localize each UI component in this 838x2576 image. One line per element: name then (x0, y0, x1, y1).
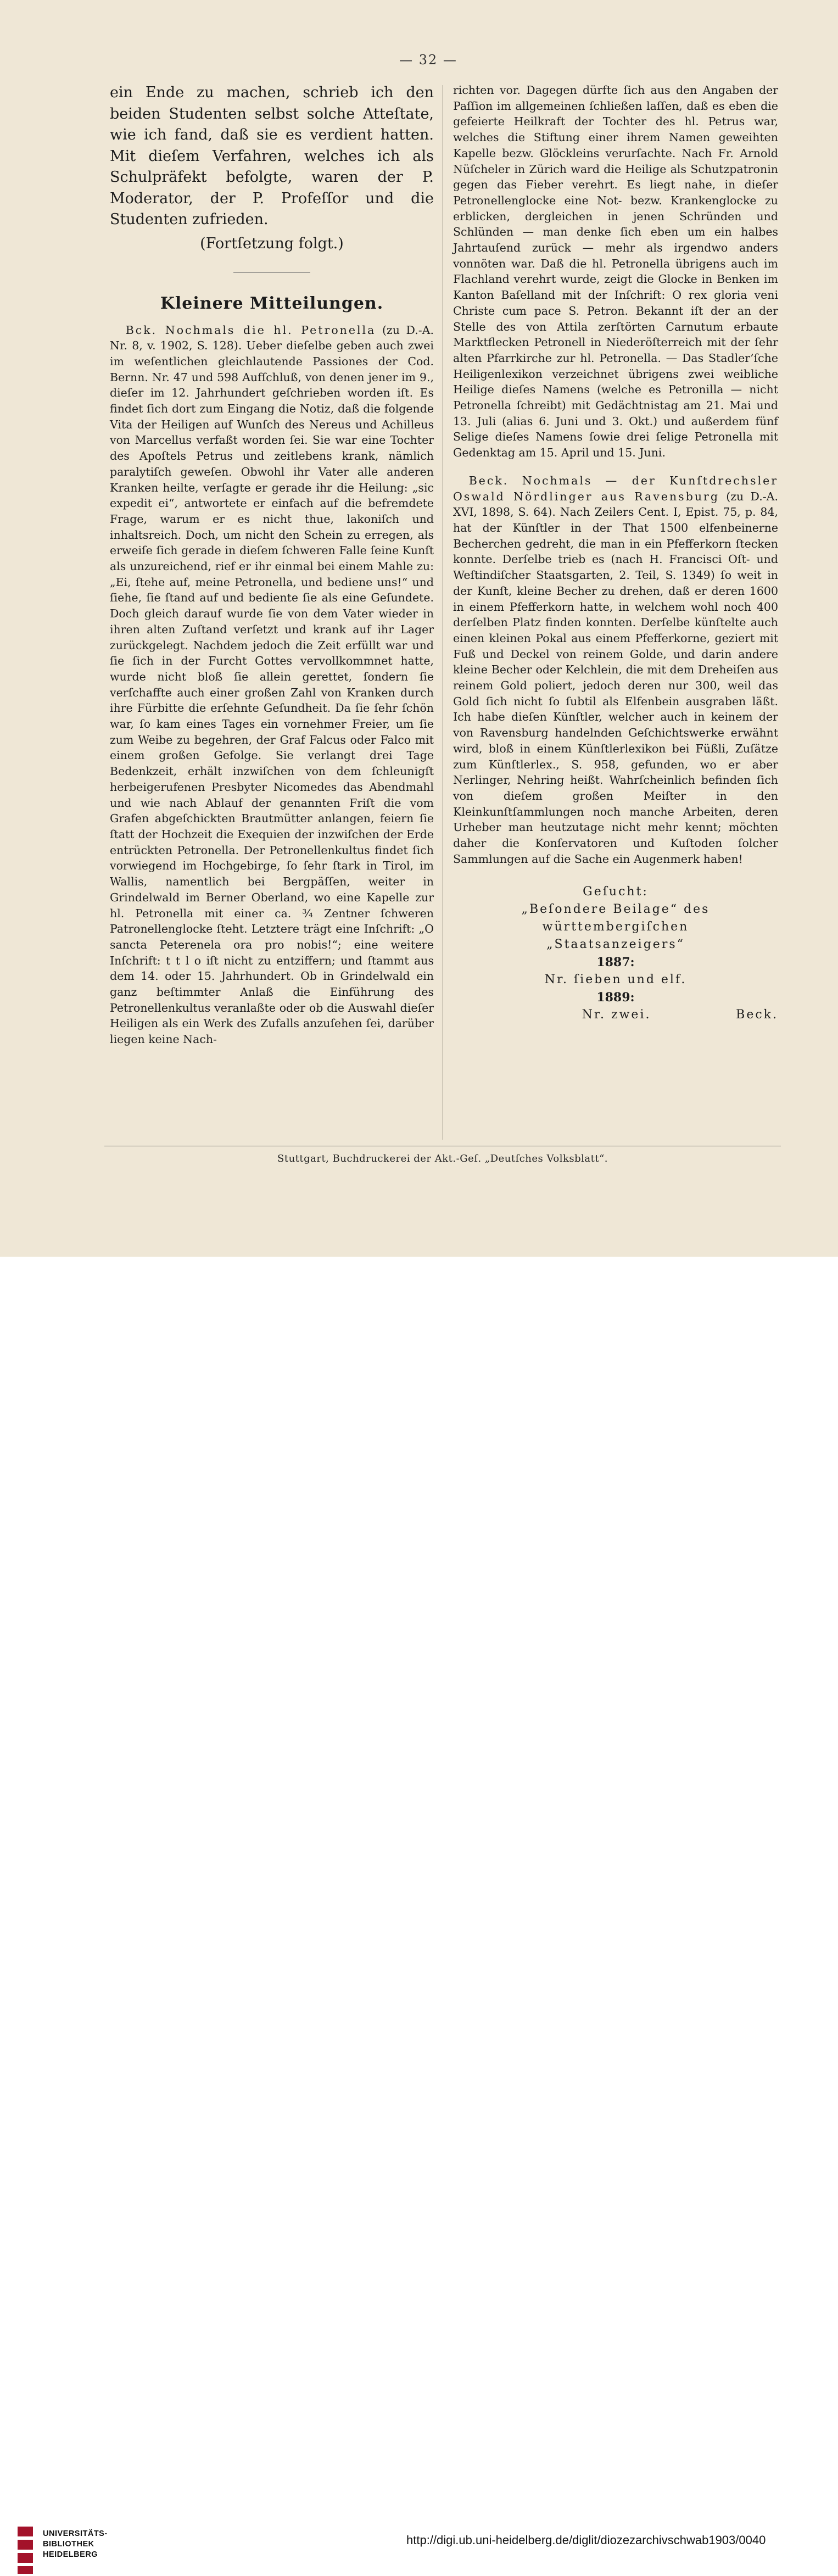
viewer-footer (0, 1257, 838, 2559)
wanted-title: Geſucht: (583, 885, 649, 899)
source-url-link[interactable]: http://digi.ub.uni-heidelberg.de/diglit/diozezarchivschwab1903/0040 (406, 2533, 766, 2547)
wanted-line: „Staatsanzeigers“ (546, 938, 685, 952)
left-column (110, 82, 434, 1047)
wanted-year: 1889: (596, 990, 635, 1005)
wanted-year: 1887: (596, 955, 635, 970)
institution-name (43, 2529, 108, 2560)
signature: Beck. (736, 1008, 778, 1022)
continuation-note: (Fortſetzung folgt.) (200, 235, 344, 252)
article-text: (zu D.-A. XVI, 1898, S. 64). Nach Zeilers Cent. I, Epist. 75, p. 84, hat der Künſtler in der That 1500 elfenbeinerne Becherchen gedreht, die man in ein Pfefferkorn ſtecken konnte. Derſelbe trieb es (nach H. Francisci Oſt- und Weſtindiſcher Staatsgarten, 2. Teil, S. 1349) ſo weit in der Kunſt, kleine Becher zu drehen, daß er deren 1600 in einem Pfefferkorn hatte, in welchem wohl noch 400 derſelben Platz finden konnten. Derſelbe künſtelte auch einen kleinen Pokal aus einem Pfefferkorne, geziert mit Fuß und Deckel von reinem Golde, und darin andere kleine Becher oder Kelchlein, die mit dem Dreheiſen aus reinem Gold poliert, jedoch deren nur 300, weil das Gold ſich nicht ſo ſubtil als Elfenbein ausgraben läßt. Ich habe dieſen Künſtler, welcher auch in keinem der von Ravensburg handelnden Geſchichtswerke erwähnt wird, bloß in einem Künſtlerlexikon bei Füßli, Zuſätze zum Künſtlerlex., S. 958, gefunden, wo er aber Nerlinger, Nehring heißt. Wahrſcheinlich befinden ſich von dieſem großen Meiſter in den Kleinkunſtſammlungen noch manche Arbeiten, deren Urheber man heutzutage nicht mehr kennt; möchten daher die Konſervatoren und Kuſtoden ſolcher Sammlungen auf die Sache ein Augenmerk haben! (453, 489, 778, 866)
wanted-issue: Nr. zwei. (582, 1008, 651, 1022)
institution-line: HEIDELBERG (43, 2550, 98, 2559)
scanned-page (0, 0, 838, 1257)
university-logo-icon (15, 2523, 35, 2576)
section-title: Kleinere Mitteilungen. (160, 293, 384, 313)
institution-line: BIBLIOTHEK (43, 2540, 94, 2549)
article-lead: Beck. Nochmals — der Kunſtdrechsler Oswald Nördlinger aus Ravensburg (453, 473, 778, 503)
article-continuation: ein Ende zu machen, schrieb ich den beiden Studenten selbst solche Atteſtate, wie ich fand, daß sie es verdient hatten. Mit dieſem Verfahren, welches ich als Schulpräfekt befolgte, waren der P. Moderator, der P. Profeſſor und die Studenten zufrieden. (110, 84, 434, 228)
section-divider (233, 272, 310, 273)
wanted-notice (453, 883, 778, 1024)
printer-line: Stuttgart, Buchdruckerei der Akt.-Geſ. „Deutſches Volksblatt“. (277, 1153, 608, 1164)
article-petronella-continued: richten vor. Dagegen dürfte ſich aus den Angaben der Paſſion im allgemeinen ſchließen laſſen, daß es eben die gefeierte Heilkraft der Tochter des hl. Petrus war, welches die Stiftung einer ihrem Namen geweihten Kapelle bezw. Glöckleins verurſachte. Nach Fr. Arnold Nüſcheler in Zürich ward die Heilige als Schutzpatronin gegen das Fieber verehrt. Es liegt nahe, in dieſer Petronellenglocke eine Not- bezw. Krankenglocke zu erblicken, dergleichen in jenen Schründen und Schlünden — man denke ſich eben um ein halbes Jahrtauſend zurück — mehr als irgendwo anders vonnöten war. Daß die hl. Petronella übrigens auch im Flachland verehrt wurde, zeigt die Glocke in Benken im Kanton Baſelland mit der Inſchrift: O rex gloria veni Christe cum pace S. Petron. Bekannt iſt der an der Stelle des von Attila zerſtörten Carnutum erbaute Marktflecken Petronell in Niederöſterreich mit der ſehr alten Pfarrkirche zur hl. Petronella. — Das Stadler’ſche Heiligenlexikon verzeichnet übrigens zwei weibliche Heilige dieſes Namens (welche es Petronilla — nicht Petronella ſchreibt) mit Gedächtnistag am 21. Mai und 13. Juli (alias 6. Juni und 3. Okt.) und außerdem fünf Selige dieſes Namens ſowie drei ſelige Petronella mit Gedenktag am 15. April und 15. Juni. (453, 83, 778, 460)
article-noerdlinger (453, 473, 778, 867)
article-text: (zu D.-A. Nr. 8, v. 1902, S. 128). Ueber dieſelbe geben auch zwei im weſentlichen gleichlautende Passiones der Cod. Bernn. Nr. 47 und 598 Aufſchluß, von denen jener im 9., dieſer im 12. Jahrhundert geſchrieben worden iſt. Es findet ſich dort zum Eingang die Notiz, daß die folgende Vita der Heiligen auf Wunſch des Nereus und Achilleus von Marcellus verfaßt worden ſei. Sie war eine Tochter des Apoſtels Petrus und zeitlebens krank, nämlich paralytiſch geweſen. Obwohl ihr Vater alle anderen Kranken heilte, verſagte er gerade ihr die Heilung: „sic expedit ei“, antwortete er einfach auf die befremdete Frage, warum er es nicht thue, lakoniſch und inhaltsreich. Doch, um nicht den Schein zu erregen, als erweiſe ſich gerade in dieſem ſchweren Falle ſeine Kunſt als unzureichend, rief er ihr einmal bei einem Mahle zu: „Ei, ſtehe auf, meine Petronella, und bediene uns!“ und ſiehe, ſie ſtand auf und bediente ſie als eine Geſundete. Doch gleich darauf wurde ſie von dem Vater wieder in ihren alten Zuſtand verſetzt und krank auf ihr Lager zurückgelegt. Nachdem jedoch die Zeit erfüllt war und ſie ſich in der Furcht Gottes vervollkommnet hatte, wurde nicht bloß ſie allein gerettet, ſondern ſie verſchaffte auch einer großen Zahl von Kranken durch ihre Fürbitte die erſehnte Geſundheit. Da ſie ſehr ſchön war, ſo kam eines Tages ein vornehmer Freier, um ſie zum Weibe zu begehren, der Graf Falcus oder Falco mit einem großen Gefolge. Sie verlangt drei Tage Bedenkzeit, erhält inzwiſchen von dem ſchleunigſt herbeigerufenen Presbyter Nicomedes das Abendmahl und wie nach Ablauf der genannten Friſt die vom Grafen abgeſchickten Brautmütter anlangen, feiern ſie ſtatt der Hochzeit die Exequien der inzwiſchen der Erde entrückten Petronella. Der Petronellenkultus findet ſich vorwiegend im Hochgebirge, ſo ſehr ſtark in Tirol, im Wallis, namentlich bei Bergpäſſen, weiter in Grindelwald im Berner Oberland, wo eine Kapelle zur hl. Petronella mit einer ca. ¾ Zentner ſchweren Patronellenglocke ſteht. Letztere trägt eine Inſchrift: „O sancta Peterenela ora pro nobis!“; eine weitere Inſchrift: t t l o iſt nicht zu entziffern; und ſtammt aus dem 14. oder 15. Jahrhundert. Ob in Grindelwald ein ganz beſtimmter Anlaß die Einführung des Petronellenkultus veranlaßte oder ob die Auswahl dieſer Heiligen als ein Werk des Zufalls anzuſehen ſei, darüber liegen keine Nach- (110, 323, 434, 1046)
wanted-issue: Nr. ſieben und elf. (544, 973, 687, 987)
wanted-signoff (453, 1006, 778, 1024)
wanted-line: „Beſondere Beilage“ des württembergiſchen (521, 902, 710, 934)
article-lead: Bck. Nochmals die hl. Petronella (125, 323, 376, 337)
right-column (453, 82, 778, 1024)
article-petronella (110, 322, 434, 1047)
institution-line: UNIVERSITÄTS- (43, 2529, 108, 2538)
page-number: — 32 — (399, 52, 457, 68)
